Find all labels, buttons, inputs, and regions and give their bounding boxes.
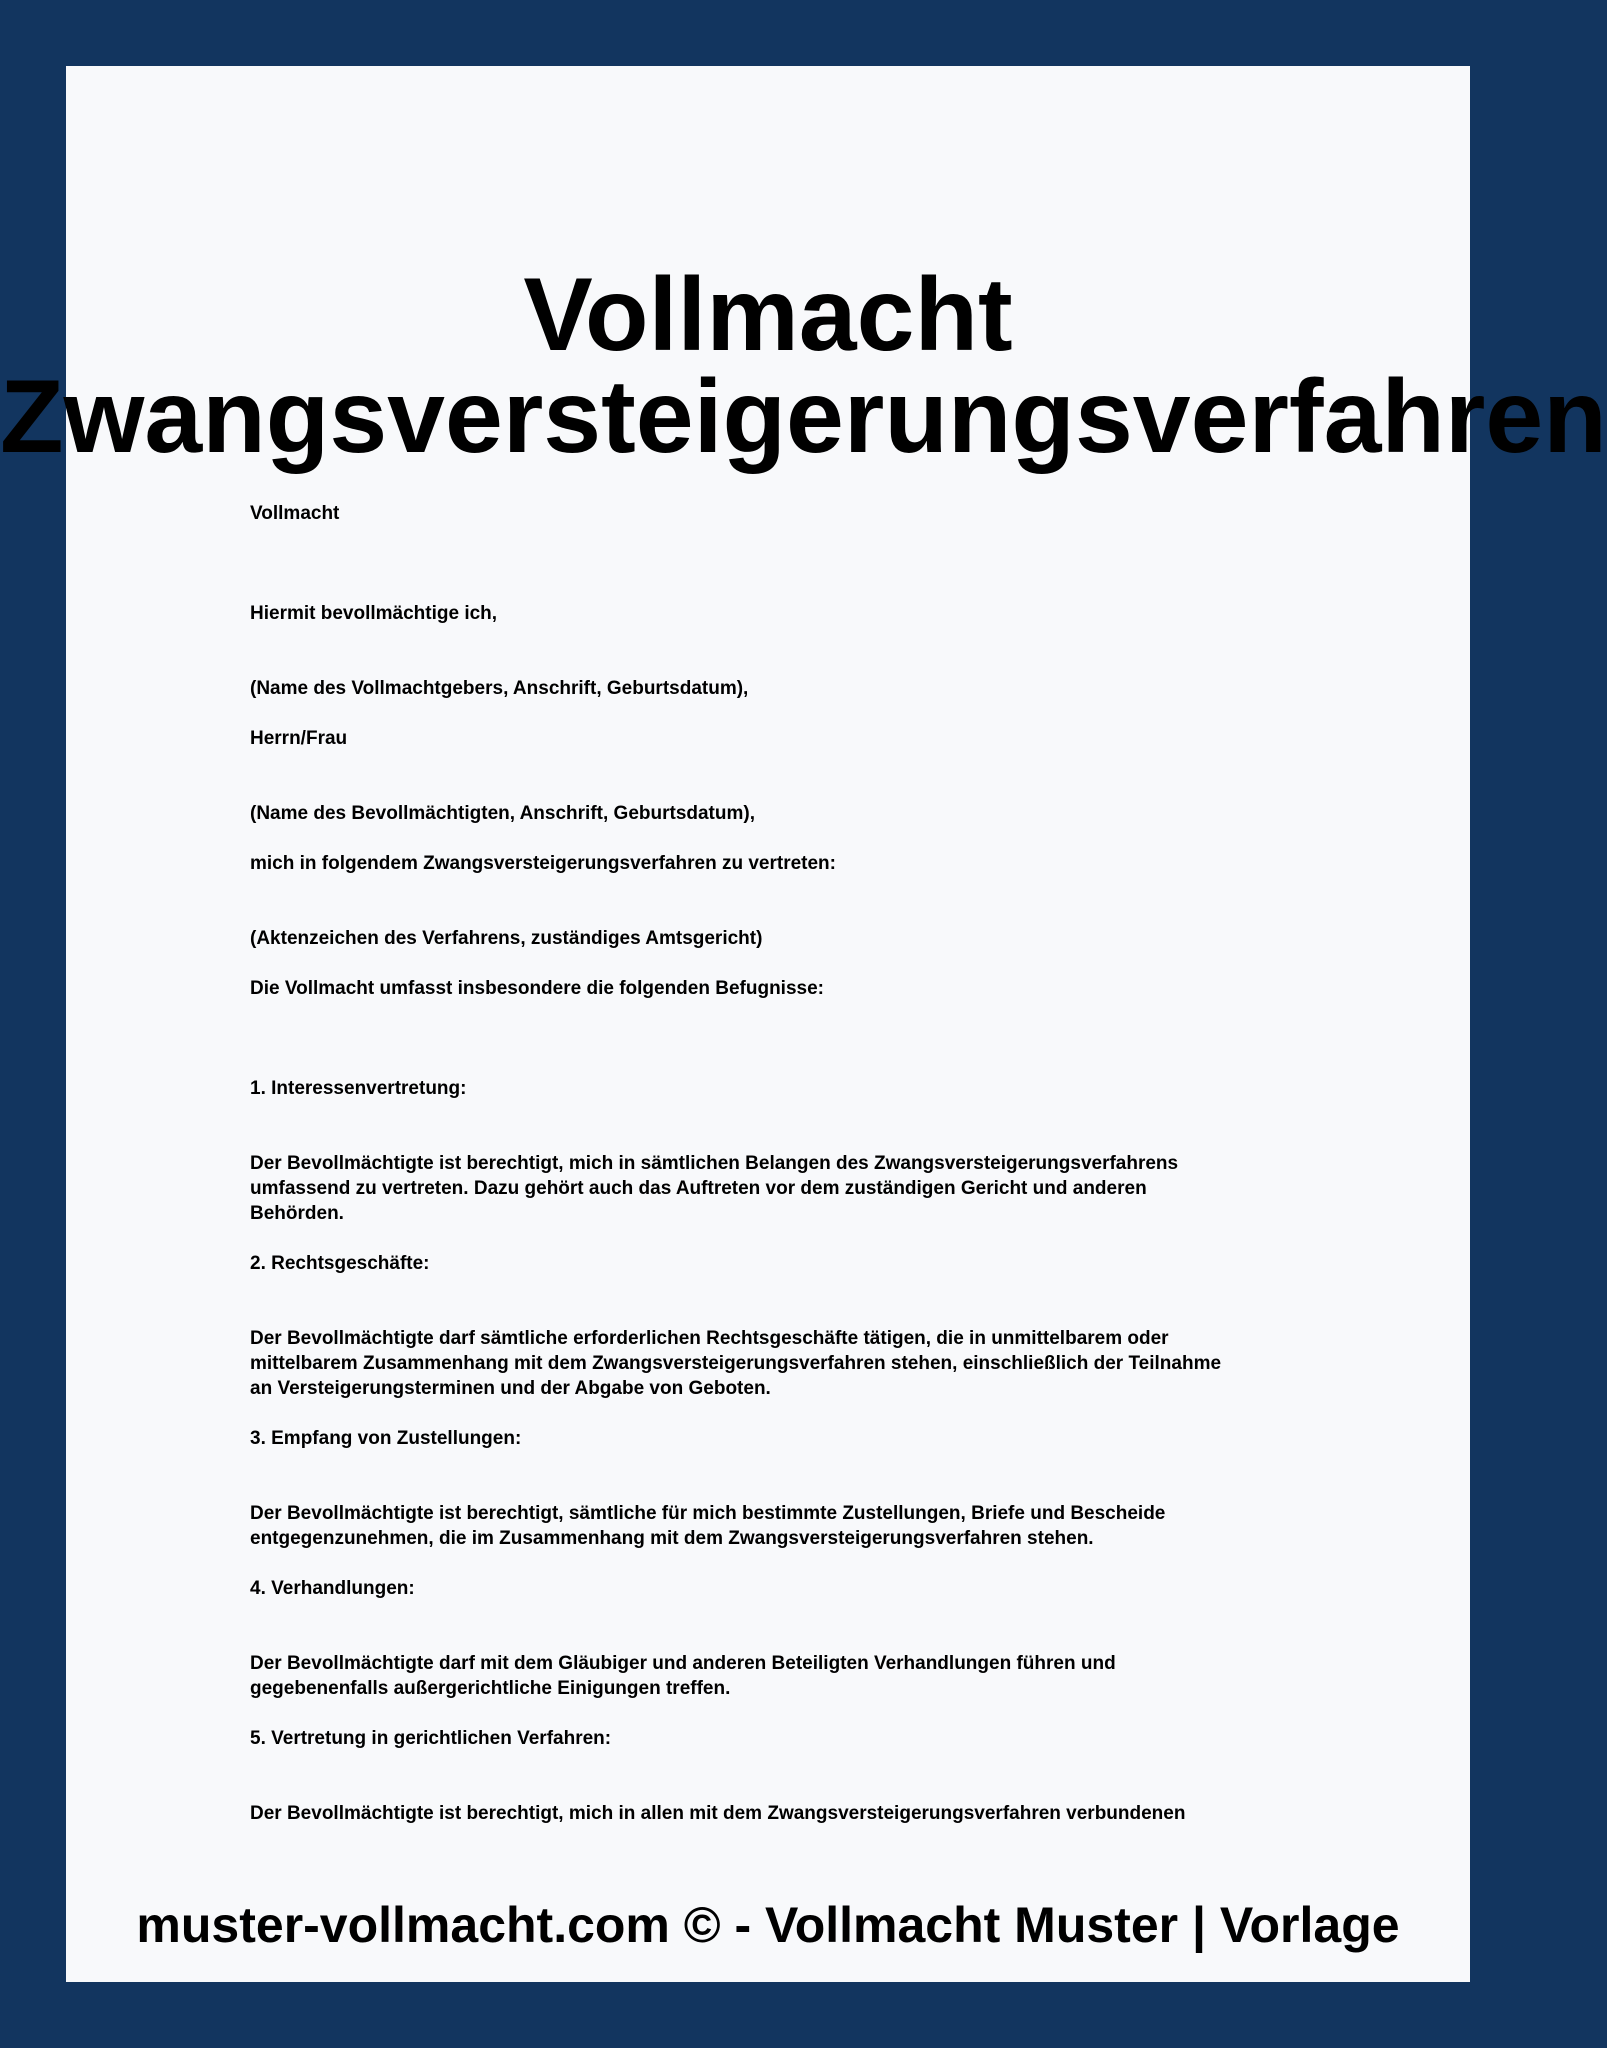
footer-watermark: muster-vollmacht.com © - Vollmacht Muster | Vorlage (136, 1897, 1400, 1953)
section-1-line-1: Der Bevollmächtigte ist berechtigt, mich in sämtlichen Belangen des Zwangsversteigerungsverfahrens (250, 1153, 1179, 1174)
section-5-line-1: Der Bevollmächtigte ist berechtigt, mich in allen mit dem Zwangsversteigerungsverfahren verbundenen (250, 1803, 1186, 1824)
scope-intro: Die Vollmacht umfasst insbesondere die folgenden Befugnisse: (250, 978, 824, 999)
document-page (0, 66, 1607, 1982)
case-placeholder: (Aktenzeichen des Verfahrens, zuständiges Amtsgericht) (250, 928, 763, 949)
section-4-line-2: gegebenenfalls außergerichtliche Einigungen treffen. (250, 1678, 731, 1699)
salutation-text: Herrn/Frau (250, 728, 348, 749)
section-1-line-2: umfassend zu vertreten. Dazu gehört auch das Auftreten vor dem zuständigen Gericht und anderen (250, 1178, 1147, 1199)
title-line-2: Zwangsversteigerungsverfahren (0, 359, 1607, 475)
section-2-line-3: an Versteigerungsterminen und der Abgabe von Geboten. (250, 1378, 771, 1399)
document-title (0, 257, 1607, 475)
section-4-heading: 4. Verhandlungen: (250, 1578, 415, 1599)
section-2-line-2: mittelbarem Zusammenhang mit dem Zwangsversteigerungsverfahren stehen, einschließlich der Teilnahme (250, 1353, 1222, 1374)
section-1-heading: 1. Interessenvertretung: (250, 1078, 467, 1099)
section-3-line-2: entgegenzunehmen, die im Zusammenhang mit dem Zwangsversteigerungsverfahren stehen. (250, 1528, 1094, 1549)
agent-placeholder: (Name des Bevollmächtigten, Anschrift, Geburtsdatum), (250, 803, 755, 824)
title-line-1: Vollmacht (523, 257, 1013, 373)
section-3-heading: 3. Empfang von Zustellungen: (250, 1428, 522, 1449)
section-4-line-1: Der Bevollmächtigte darf mit dem Gläubiger und anderen Beteiligten Verhandlungen führen und (250, 1653, 1116, 1674)
intro-text: Hiermit bevollmächtige ich, (250, 603, 498, 624)
section-3-line-1: Der Bevollmächtigte ist berechtigt, sämtliche für mich bestimmte Zustellungen, Briefe und Bescheide (250, 1503, 1166, 1524)
document-heading: Vollmacht (250, 503, 340, 524)
section-1-line-3: Behörden. (250, 1203, 344, 1224)
purpose-text: mich in folgendem Zwangsversteigerungsverfahren zu vertreten: (250, 853, 836, 874)
section-2-line-1: Der Bevollmächtigte darf sämtliche erforderlichen Rechtsgeschäfte tätigen, die in unmittelbarem oder (250, 1328, 1169, 1349)
section-5-heading: 5. Vertretung in gerichtlichen Verfahren: (250, 1728, 612, 1749)
section-2-heading: 2. Rechtsgeschäfte: (250, 1253, 430, 1274)
grantor-placeholder: (Name des Vollmachtgebers, Anschrift, Geburtsdatum), (250, 678, 749, 699)
